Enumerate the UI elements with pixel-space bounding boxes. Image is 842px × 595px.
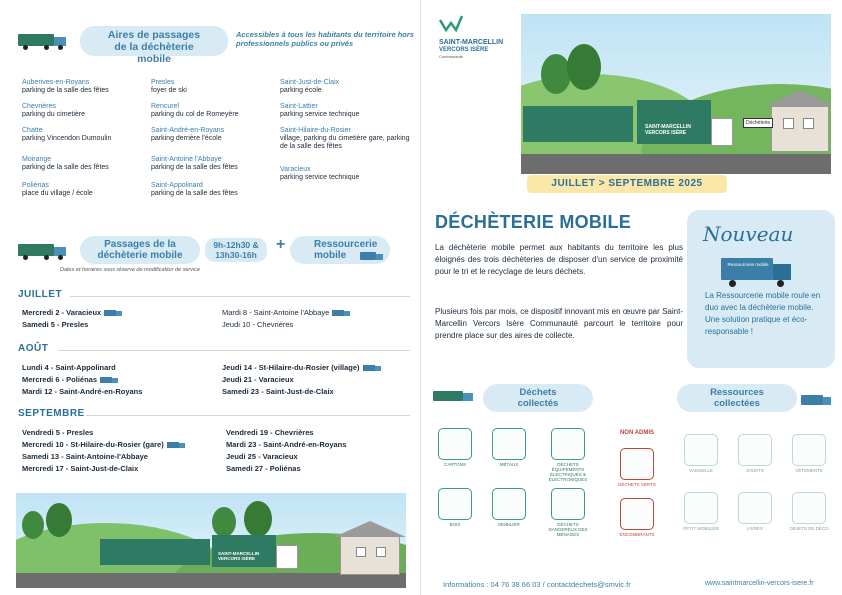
logo-line1: SAINT-MARCELLIN <box>439 39 504 46</box>
ressourcerie-truck-icon <box>104 310 122 317</box>
nouveau-box <box>687 210 835 368</box>
resource-item: PETIT MOBILIER <box>677 492 725 531</box>
logo <box>439 14 519 59</box>
decor-icon <box>792 492 826 524</box>
location-item: Saint-André-en-Royans parking derrière l'école <box>151 127 225 143</box>
section2-title: Passages de la déchèterie mobile <box>80 236 200 264</box>
event-item: Samedi 5 - Presles <box>22 320 89 329</box>
event-item: Samedi 23 - Saint-Just-de-Claix <box>222 387 334 396</box>
appliance-icon <box>551 428 585 460</box>
event-item: Vendredi 5 - Presles <box>22 428 94 437</box>
cross-icon <box>620 448 654 480</box>
location-item: Auberives-en-Royans parking de la salle des fêtes <box>22 79 109 95</box>
hero-illustration <box>521 14 831 174</box>
ressourcerie-truck-icon <box>167 442 185 449</box>
resource-item: VAISSELLE <box>677 434 725 473</box>
location-item: Moirange parking de la salle des fêtes <box>22 156 109 172</box>
hours-badge: 9h-12h30 & 13h30-16h <box>205 238 267 262</box>
location-item: Presles foyer de ski <box>151 79 187 95</box>
chemical-bottles-icon <box>551 488 585 520</box>
location-item: Chevrières parking du cimetière <box>22 103 86 119</box>
event-item: Mardi 12 - Saint-André-en-Royans <box>22 387 143 396</box>
category-cartons: CARTONS <box>435 428 475 467</box>
event-item: Mardi 23 - Saint-André-en-Royans <box>226 440 347 449</box>
event-item: Samedi 13 - Saint-Antoine-l'Abbaye <box>22 452 148 461</box>
plus-sign: + <box>276 236 286 253</box>
footer-site[interactable]: www.saintmarcellin-vercors-isere.fr <box>705 580 814 587</box>
footer-info: Informations : 04 76 38 66 03 / contactdechets@smvic.fr <box>443 580 631 589</box>
ressourcerie-badge: Ressourcerie mobile <box>290 236 390 264</box>
location-item: Saint-Lattier parking service technique <box>280 103 360 119</box>
bed-icon <box>492 488 526 520</box>
month-aout: AOÛT <box>18 343 49 354</box>
clothes-icon <box>792 434 826 466</box>
location-item: Saint-Just-de-Claix parking école <box>280 79 340 95</box>
month-juillet: JUILLET <box>18 289 63 300</box>
event-item: Mercredi 10 - St-Hilaire-du-Rosier (gare) <box>22 440 185 449</box>
event-item: Lundi 4 - Saint-Appolinard <box>22 363 116 372</box>
non-admis-label: NON ADMIS <box>619 430 655 436</box>
nouveau-badge: Nouveau <box>703 222 794 246</box>
event-item: Jeudi 10 - Chevrières <box>222 320 294 329</box>
category-refused-bulky: ENCOMBRANTS <box>617 498 657 537</box>
bottom-illustration <box>16 493 406 588</box>
location-item: Rencurel parking du col de Romeyère <box>151 103 239 119</box>
event-item: Samedi 27 - Poliénas <box>226 464 301 473</box>
toys-icon <box>738 434 772 466</box>
dechetterie-sign: Déchèterie <box>743 118 773 128</box>
section1-title: Aires de passages de la déchèterie mobile <box>80 26 228 56</box>
mountain-logo-icon <box>439 14 463 34</box>
category-mobilier: MOBILIER <box>489 488 529 527</box>
right-page <box>421 0 842 595</box>
event-item: Mercredi 2 - Varacieux <box>22 308 122 317</box>
books-icon <box>738 492 772 524</box>
resource-item: LIVRES <box>731 492 779 531</box>
logo-line2: VERCORS ISÈRE <box>439 47 489 53</box>
ressourcerie-truck-icon <box>801 395 833 407</box>
category-deee: DÉCHETS ÉQUIPEMENTS ÉLECTRIQUES & ÉLECTRONIQUES <box>543 428 593 482</box>
category-bois: BOIS <box>435 488 475 527</box>
intro-paragraph: La déchèterie mobile permet aux habitants du territoire les plus éloignés des trois déchèteries de disposer d'un service de proximité pour le tri et le recyclage de leurs déchets. <box>435 243 683 276</box>
category-ddm: DÉCHETS DANGEREUX DES MÉNAGES <box>543 488 593 537</box>
resource-item: JOUETS <box>731 434 779 473</box>
resource-item: OBJETS DE DÉCO <box>785 492 833 531</box>
month-septembre: SEPTEMBRE <box>18 408 85 419</box>
month-divider <box>58 350 410 351</box>
event-item: Jeudi 21 - Varacieux <box>222 375 294 384</box>
location-item: Varacieux parking service technique <box>280 166 360 182</box>
pallet-icon <box>438 488 472 520</box>
date-banner: JUILLET > SEPTEMBRE 2025 <box>527 175 727 193</box>
nouveau-text: La Ressourcerie mobile roule en duo avec la déchèterie mobile. Une solution pratique et éco-responsable ! <box>705 291 821 336</box>
truck-icon <box>18 244 70 258</box>
tree-icon <box>620 498 654 530</box>
location-item: Chatte parking Vincendon Dumoulin <box>22 127 112 143</box>
event-item: Mercredi 17 - Saint-Just-de-Claix <box>22 464 139 473</box>
main-title: DÉCHÈTERIE MOBILE <box>435 212 632 232</box>
truck-brand: SAINT-MARCELLIN VERCORS ISÈRE <box>645 124 691 136</box>
truck-icon <box>18 34 70 48</box>
event-item: Jeudi 25 - Varacieux <box>226 452 298 461</box>
location-item: Saint-Hilaire-du-Rosier village, parking du cimetière gare, parking de la salle des fêtes <box>280 127 410 151</box>
location-item: Saint-Antoine l'Abbaye parking de la salle des fêtes <box>151 156 238 172</box>
category-refused-greenwaste: DÉCHETS VERTS <box>617 448 657 487</box>
section1-subtitle: Accessibles à tous les habitants du territoire hors professionnels publics ou privés <box>236 30 414 48</box>
event-item: Mercredi 6 - Poliénas <box>22 375 118 384</box>
ressourcerie-truck-icon <box>360 252 386 262</box>
resource-item: VÊTEMENTS <box>785 434 833 473</box>
ressourcerie-truck-icon <box>332 310 350 317</box>
ressources-title: Ressources collectées <box>677 384 797 412</box>
event-item: Vendredi 19 - Chevrières <box>226 428 314 437</box>
dechets-title: Déchets collectés <box>483 384 593 412</box>
cardboard-box-icon <box>438 428 472 460</box>
event-item: Jeudi 14 - St-Hilaire-du-Rosier (village) <box>222 363 381 372</box>
truck-icon <box>433 391 477 403</box>
ressourcerie-truck-icon <box>100 377 118 384</box>
logo-line3: Communauté <box>439 54 464 59</box>
location-item: Poliénas place du village / école <box>22 182 93 198</box>
dishes-icon <box>684 434 718 466</box>
location-item: Saint-Appolinard parking de la salle des fêtes <box>151 182 238 198</box>
bicycle-icon <box>492 428 526 460</box>
nouveau-truck-label: Ressourcerie mobile <box>727 262 769 267</box>
detail-paragraph: Plusieurs fois par mois, ce dispositif innovant mis en œuvre par Saint-Marcellin Vercors Isère Communauté parcourt le territoire pour prendre place sur des aires de collecte. <box>435 307 683 340</box>
truck-brand: SAINT-MARCELLIN VERCORS ISÈRE <box>218 551 260 561</box>
event-item: Mardi 8 - Saint-Antoine l'Abbaye <box>222 308 350 317</box>
ressourcerie-truck-icon <box>363 365 381 372</box>
schedule-note: Dates et horaires sous réserve de modification de service <box>60 267 201 273</box>
month-divider <box>86 415 410 416</box>
furniture-icon <box>684 492 718 524</box>
month-divider <box>70 296 410 297</box>
category-metaux: MÉTAUX <box>489 428 529 467</box>
